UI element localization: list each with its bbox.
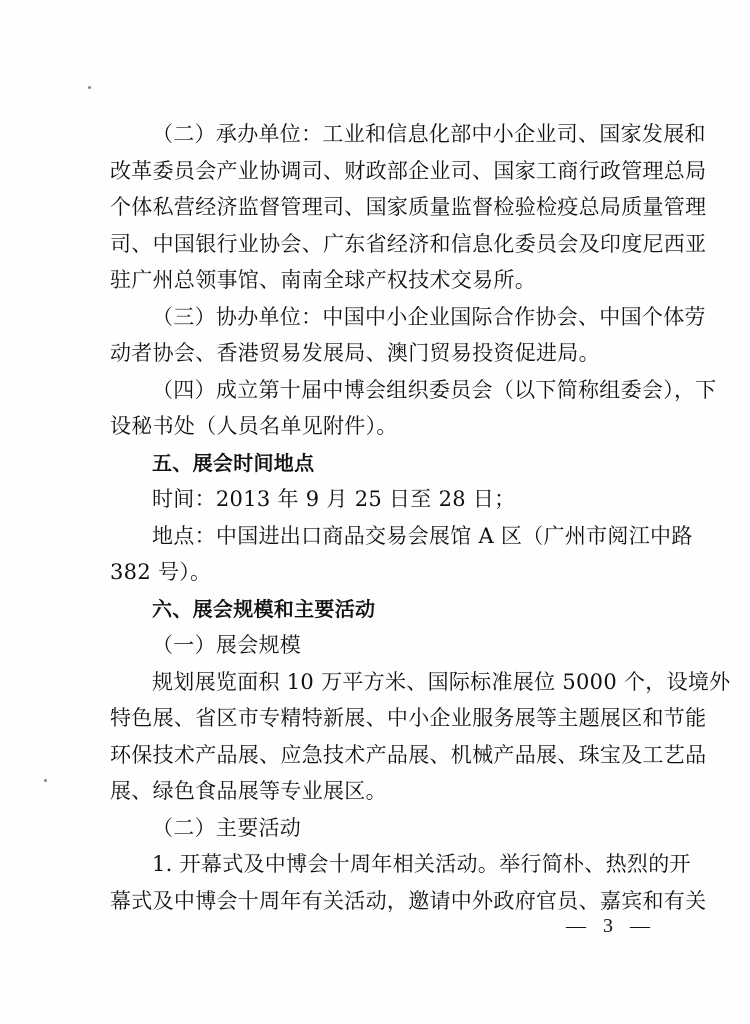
body-line: 1. 开幕式及中博会十周年相关活动。举行简朴、热烈的开 (152, 852, 691, 876)
scan-speck (88, 86, 91, 89)
body-line: （二）承办单位：工业和信息化部中小企业司、国家发展和 (152, 122, 706, 146)
body-line: 展、绿色食品展等专业展区。 (110, 779, 387, 803)
body-line: 地点：中国进出口商品交易会展馆 A 区（广州市阅江中路 (152, 523, 693, 548)
body-line: 改革委员会产业协调司、财政部企业司、国家工商行政管理总局 (110, 158, 707, 183)
body-line: 幕式及中博会十周年有关活动，邀请中外政府官员、嘉宾和有关 (110, 888, 707, 913)
body-line: 时间：2013 年 9 月 25 日至 28 日； (152, 487, 516, 511)
section-heading: 五、展会时间地点 (152, 450, 315, 475)
body-line: 司、中国银行业协会、广东省经济和信息化委员会及印度尼西亚 (110, 231, 707, 256)
page-number: — 3 — (566, 915, 656, 937)
document-body (110, 116, 731, 919)
body-line: 驻广州总领事馆、南南全球产权技术交易所。 (110, 268, 536, 292)
subsection-heading: （二）主要活动 (152, 815, 302, 840)
body-line: 规划展览面积 10 万平方米、国际标准展位 5000 个，设境外 (152, 669, 731, 694)
body-line: 动者协会、香港贸易发展局、澳门贸易投资促进局。 (110, 341, 600, 365)
body-line: （三）协办单位：中国中小企业国际合作协会、中国个体劳 (152, 304, 706, 329)
body-line: 特色展、省区市专精特新展、中小企业服务展等主题展区和节能 (110, 706, 707, 730)
section-heading: 六、展会规模和主要活动 (152, 596, 376, 621)
body-line: 设秘书处（人员名单见附件）。 (110, 414, 398, 438)
body-line: 环保技术产品展、应急技术产品展、机械产品展、珠宝及工艺品 (110, 742, 707, 767)
body-line: （四）成立第十届中博会组织委员会（以下简称组委会），下 (152, 377, 717, 402)
scan-speck (44, 779, 47, 782)
subsection-heading: （一）展会规模 (152, 633, 302, 657)
body-line: 个体私营经济监督管理司、国家质量监督检验检疫总局质量管理 (110, 195, 707, 219)
body-line: 382 号）。 (110, 560, 212, 584)
